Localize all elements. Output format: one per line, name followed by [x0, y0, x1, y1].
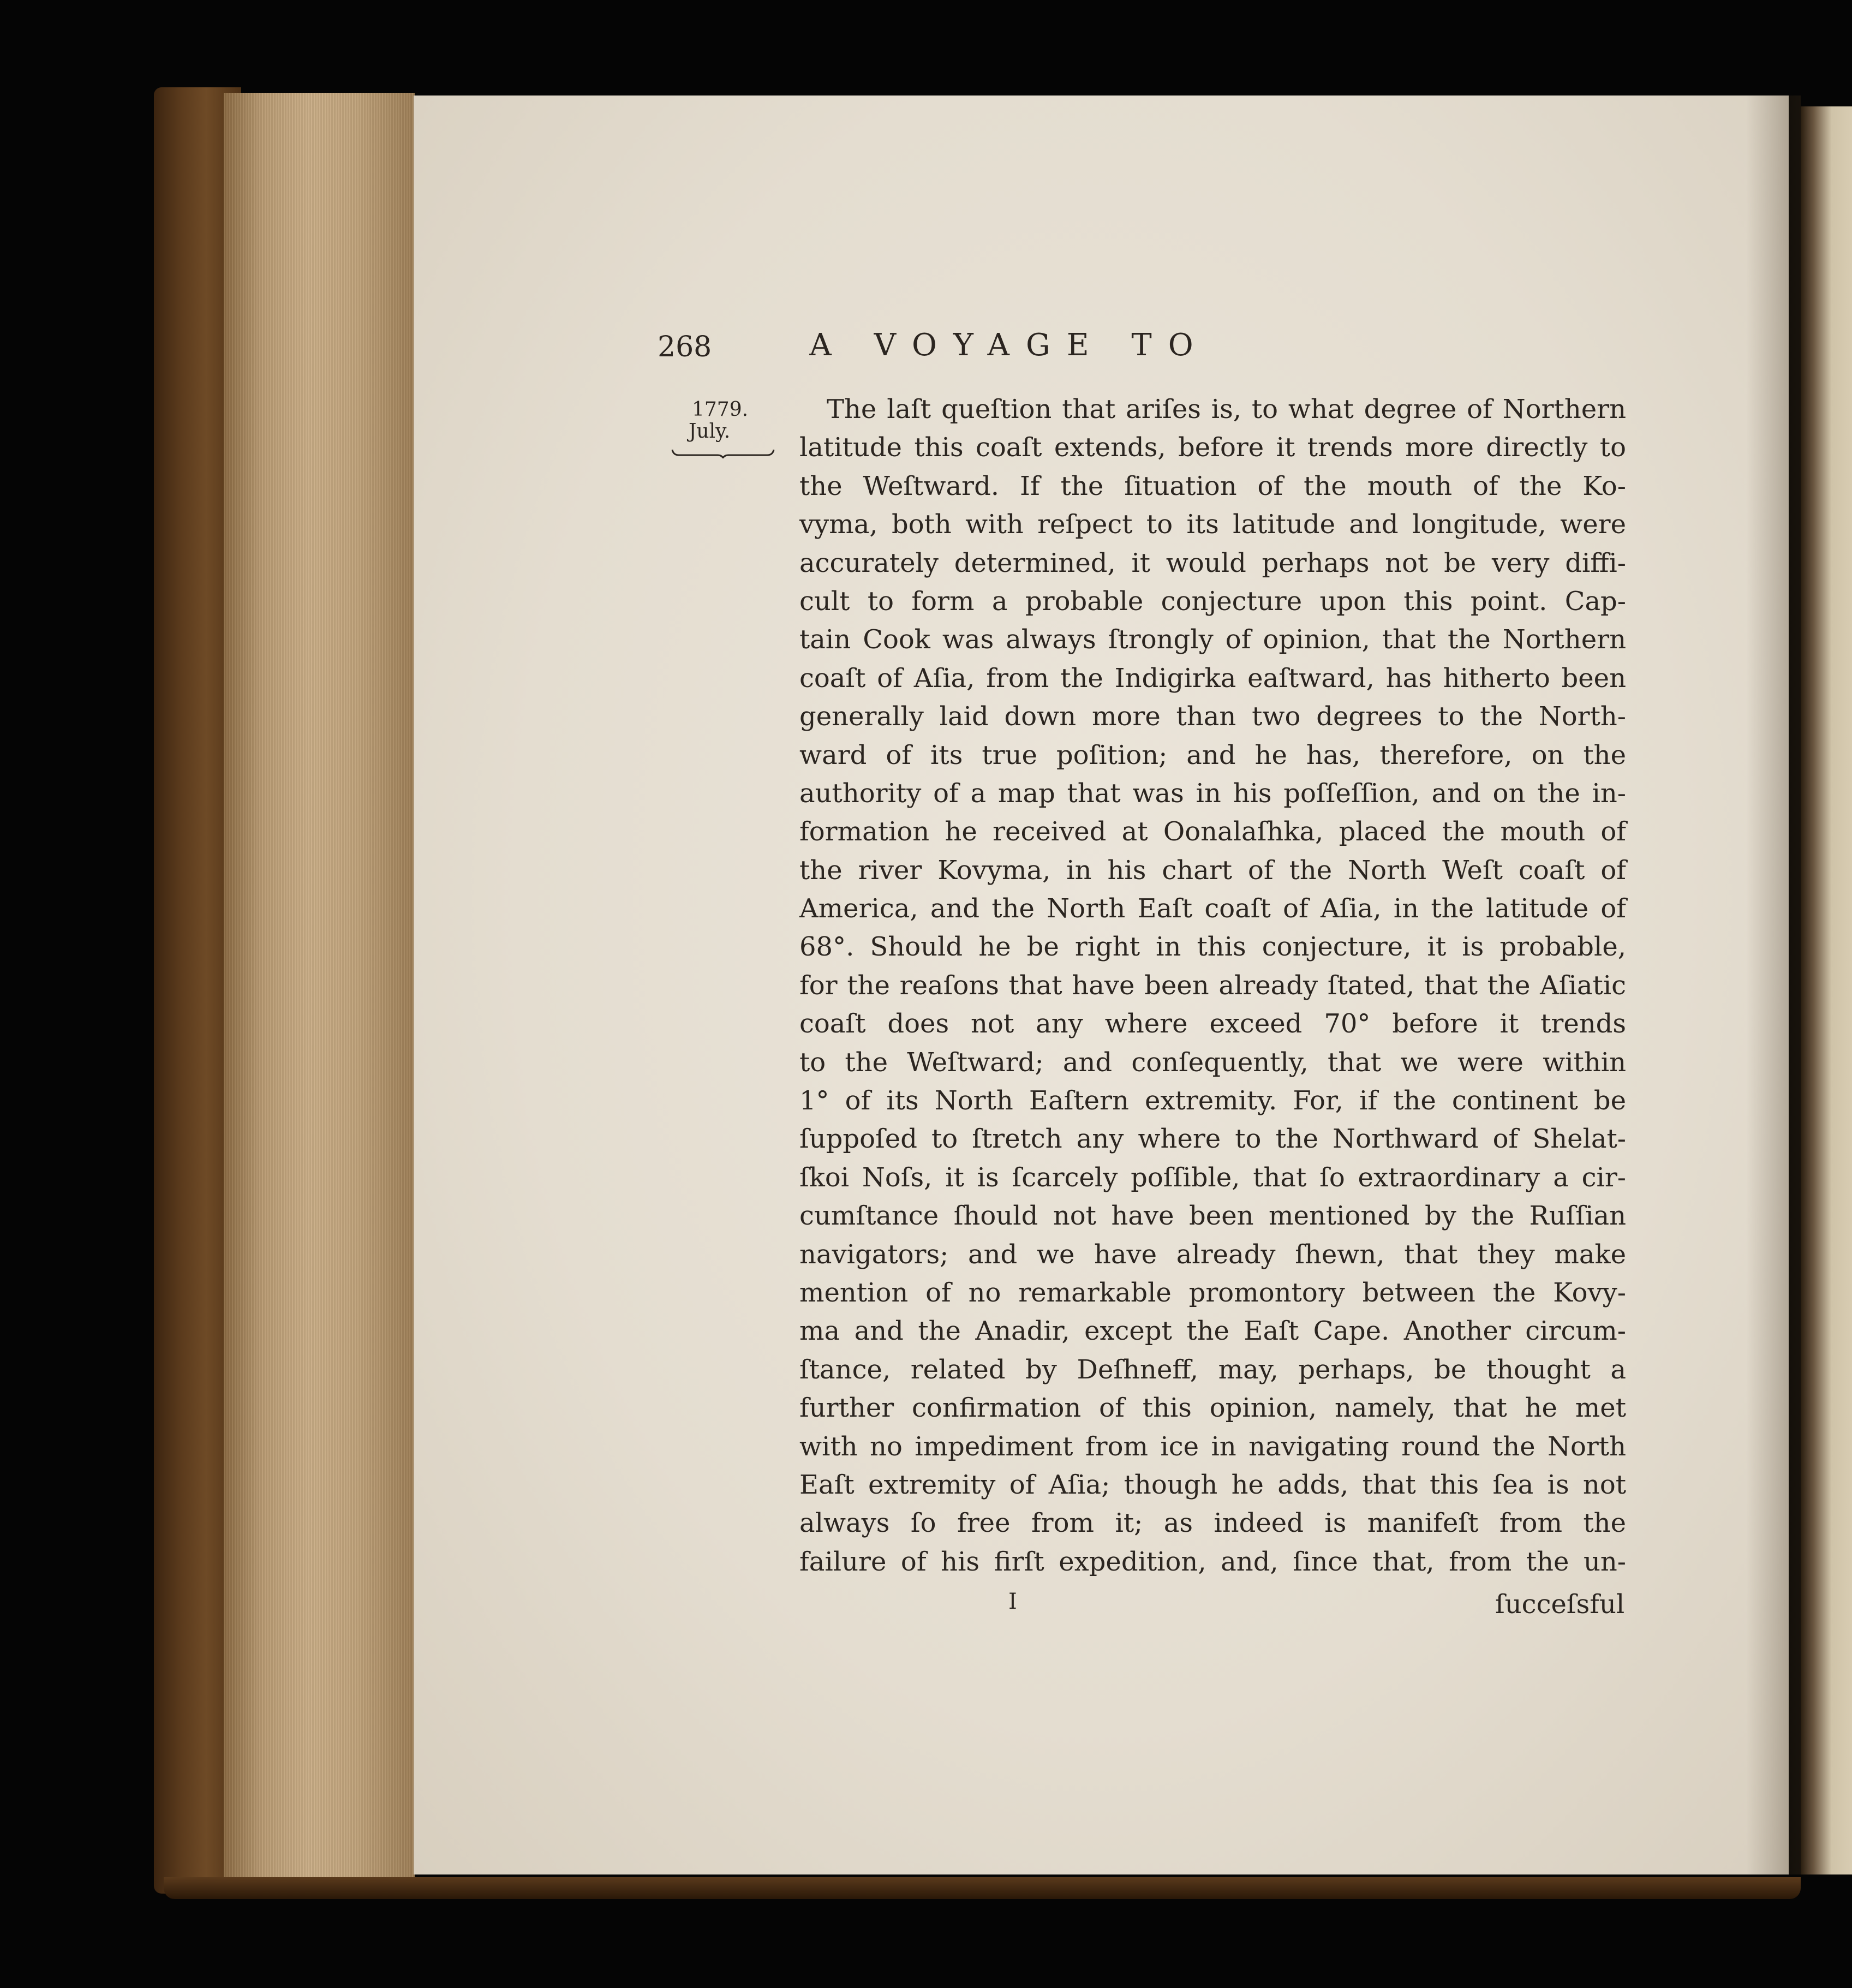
running-head-text: A VOYAGE TO	[809, 327, 1210, 363]
text-line: cult to form a probable conjecture upon this point. Cap-	[799, 586, 1626, 617]
text-line: 68°. Should he be right in this conjecture, it is probable,	[799, 932, 1626, 963]
signature-mark: I	[1008, 1589, 1017, 1614]
text-line: failure of his firſt expedition, and, ſince that, from the un-	[799, 1546, 1626, 1577]
text-line: ſuppoſed to ſtretch any where to the Northward of Shelat-	[799, 1124, 1626, 1155]
text-line: coaſt of Aſia, from the Indigirka eaſtward, has hitherto been	[799, 662, 1626, 694]
margin-brace-icon	[671, 447, 775, 458]
text-line: cumſtance ſhould not have been mentioned by the Ruſſian	[799, 1201, 1626, 1232]
text-line: the river Kovyma, in his chart of the North Weſt coaſt of	[799, 855, 1626, 886]
body-text	[799, 390, 1626, 1581]
text-line: with no impediment from ice in navigating round the North	[799, 1431, 1626, 1462]
text-line: always ſo free from it; as indeed is manifeſt from the	[799, 1508, 1626, 1539]
text-line: tain Cook was always ſtrongly of opinion, that the Northern	[799, 624, 1626, 655]
text-line: for the reaſons that have been already ſtated, that the Aſiatic	[799, 970, 1626, 1001]
page-number: 268	[658, 331, 712, 363]
text-line: mention of no remarkable promontory between the Kovy-	[799, 1277, 1626, 1308]
text-line: to the Weſtward; and conſequently, that we were within	[799, 1047, 1626, 1078]
text-line: accurately determined, it would perhaps not be very diffi-	[799, 547, 1626, 578]
margin-note-year: 1779.	[692, 398, 749, 421]
running-head	[660, 327, 1370, 363]
catchword: ſucceſsful	[1495, 1589, 1625, 1620]
text-line: 1° of its North Eaſtern extremity. For, if the continent be	[799, 1085, 1626, 1117]
text-line: authority of a map that was in his poſſeſſion, and on the in-	[799, 778, 1626, 809]
text-line: generally laid down more than two degrees to the North-	[799, 701, 1626, 732]
cover-bottom-edge	[164, 1877, 1801, 1899]
text-line: coaſt does not any where exceed 70° before it trends	[799, 1008, 1626, 1040]
text-line: the Weſtward. If the ſituation of the mouth of the Ko-	[799, 470, 1626, 502]
text-line: latitude this coaſt extends, before it trends more directly to	[799, 432, 1626, 463]
facing-page-edge	[1801, 106, 1852, 1874]
text-line: ma and the Anadir, except the Eaſt Cape. Another circum-	[799, 1316, 1626, 1347]
margin-note-month: July.	[689, 420, 731, 443]
text-line: The laſt queſtion that ariſes is, to what degree of Northern	[827, 394, 1626, 425]
text-line: vyma, both with reſpect to its latitude and longitude, were	[799, 509, 1626, 540]
text-line: further confirmation of this opinion, namely, that he met	[799, 1393, 1626, 1424]
text-line: formation he received at Oonalaſhka, placed the mouth of	[799, 816, 1626, 847]
text-line: ſkoi Noſs, it is ſcarcely poſſible, that ſo extraordinary a cir-	[799, 1162, 1626, 1193]
text-line: ſtance, related by Deſhneff, may, perhaps, be thought a	[799, 1354, 1626, 1385]
page-edges	[224, 93, 415, 1888]
gutter-shadow	[1746, 95, 1801, 1874]
text-line: navigators; and we have already ſhewn, that they make	[799, 1239, 1626, 1270]
text-line: America, and the North Eaſt coaſt of Aſia, in the latitude of	[799, 893, 1626, 924]
text-line: ward of its true poſition; and he has, therefore, on the	[799, 739, 1626, 771]
text-line: Eaſt extremity of Aſia; though he adds, that this ſea is not	[799, 1469, 1626, 1500]
